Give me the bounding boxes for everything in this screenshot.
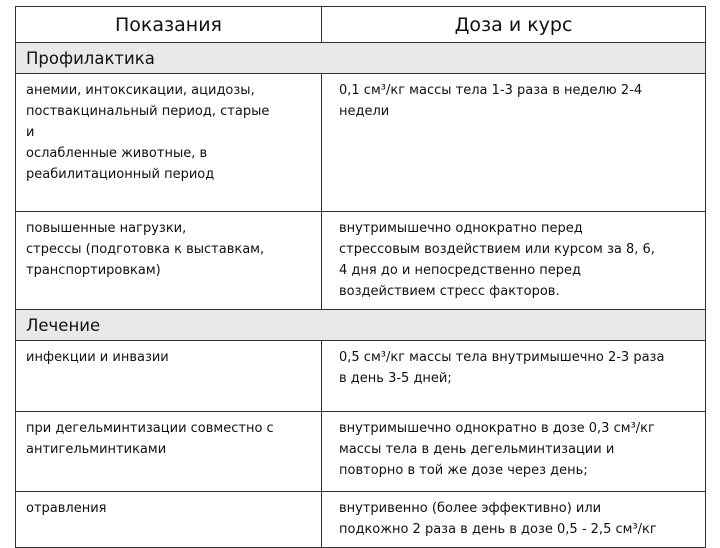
table-row — [16, 212, 706, 310]
indication-cell: отравления — [16, 492, 322, 548]
dose-cell: внутримышечно однократно перед стрессовым воздействием или курсом за 8, 6, 4 дня до и непосредственно перед воздействием стресс факторов. — [322, 212, 706, 310]
header-row — [16, 7, 706, 43]
dose-cell: 0,1 см³/кг массы тела 1-3 раза в неделю 2-4 недели — [322, 74, 706, 212]
table-row — [16, 412, 706, 492]
section-row-prevention — [16, 43, 706, 74]
table-row — [16, 341, 706, 412]
indication-cell: при дегельминтизации совместно с антигельминтиками — [16, 412, 322, 492]
section-row-treatment — [16, 310, 706, 341]
section-title-treatment: Лечение — [16, 310, 706, 341]
indication-cell: анемии, интоксикации, ацидозы, поствакцинальный период, старые и ослабленные животные, в реабилитационный период — [16, 74, 322, 212]
dosage-table — [15, 6, 706, 548]
header-indications: Показания — [16, 7, 322, 43]
header-dose-course: Доза и курс — [322, 7, 706, 43]
section-title-prevention: Профилактика — [16, 43, 706, 74]
table-row — [16, 74, 706, 212]
dose-cell: внутримышечно однократно в дозе 0,3 см³/кг массы тела в день дегельминтизации и повторно в той же дозе через день; — [322, 412, 706, 492]
indication-cell: повышенные нагрузки, стрессы (подготовка к выставкам, транспортировкам) — [16, 212, 322, 310]
indication-cell: инфекции и инвазии — [16, 341, 322, 412]
dose-cell: внутривенно (более эффективно) или подкожно 2 раза в день в дозе 0,5 - 2,5 см³/кг — [322, 492, 706, 548]
dose-cell: 0,5 см³/кг массы тела внутримышечно 2-3 раза в день 3-5 дней; — [322, 341, 706, 412]
table-row — [16, 492, 706, 548]
